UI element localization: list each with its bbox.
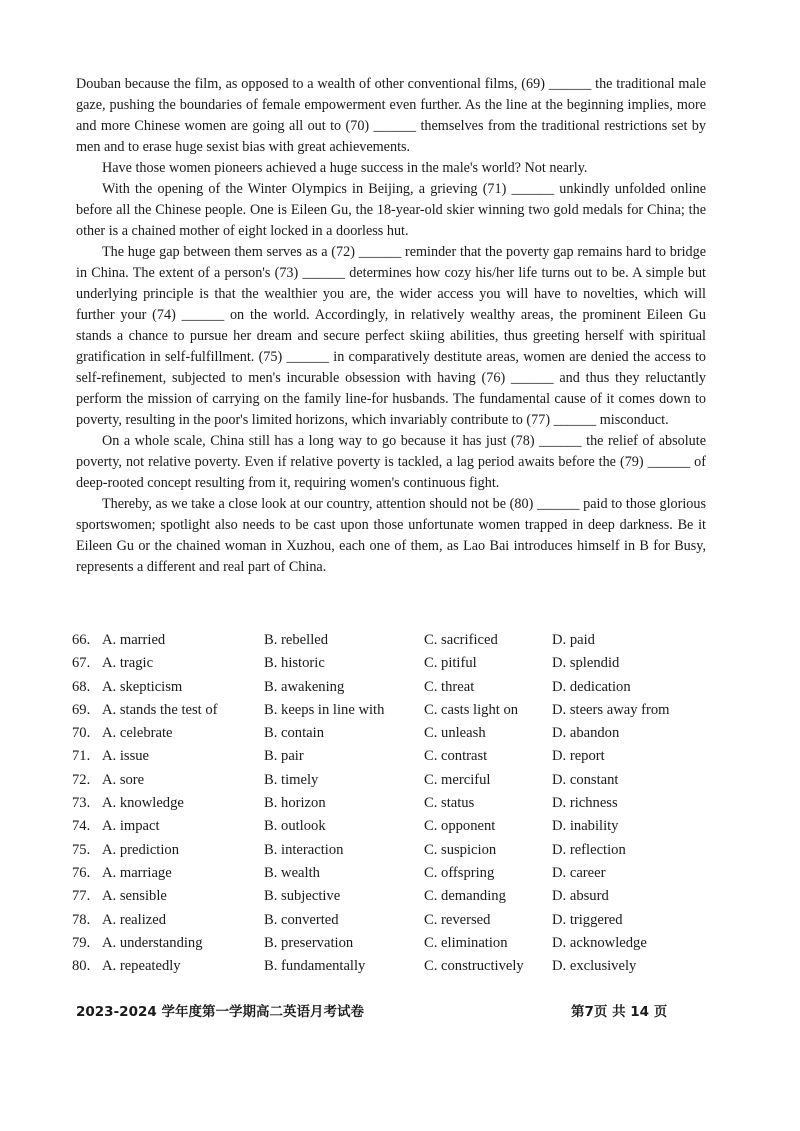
option-a: A. knowledge [102,795,184,812]
question-number: 67. [72,655,91,672]
question-number: 78. [72,911,91,928]
option-d: D. richness [552,795,618,812]
option-a: A. understanding [102,934,203,951]
option-c: C. unleash [424,725,486,742]
exam-title: 2023-2024 学年度第一学期高二英语月考试卷 [76,1004,364,1020]
question-row [72,745,712,768]
question-row [72,955,712,978]
option-a: A. married [102,632,166,648]
question-row [72,699,712,722]
passage-paragraph: Have those women pioneers achieved a huge success in the male's world? Not nearly. [102,160,588,176]
option-d: D. reflection [552,841,626,858]
page-number: 第7页 共 14 页 [571,1004,668,1020]
option-a: A. celebrate [102,725,173,742]
passage-paragraph: On a whole scale, China still has a long way to go because it has just (78) ______ the relief of absolute poverty, not relative poverty. Even if relative poverty is tackled, a lag period awaits before the (79) ______ of deep-rooted concept resulting from it, requiring women's continuous fight. [76,433,706,491]
option-d: D. splendid [552,655,620,672]
option-a: A. realized [102,911,167,928]
option-d: D. career [552,864,606,881]
option-b: B. pair [264,748,304,765]
option-a: A. sore [102,771,145,788]
question-number: 73. [72,795,91,812]
question-number: 72. [72,771,91,788]
option-b: B. outlook [264,818,326,835]
question-row [72,862,712,885]
option-d: D. dedication [552,678,631,695]
option-c: C. constructively [424,958,524,975]
option-c: C. opponent [424,818,496,835]
option-b: B. preservation [264,934,354,951]
question-number: 75. [72,841,91,858]
option-b: B. wealth [264,864,320,881]
question-row [72,815,712,838]
option-c: C. offspring [424,864,495,881]
question-number: 79. [72,934,91,951]
option-a: A. impact [102,818,160,835]
question-number: 76. [72,864,91,881]
option-d: D. acknowledge [552,934,647,951]
question-row [72,629,712,652]
option-b: B. fundamentally [264,958,366,975]
option-d: D. paid [552,632,595,648]
option-a: A. issue [102,748,150,765]
option-b: B. horizon [264,795,326,812]
question-number: 71. [72,748,91,765]
question-number: 66. [72,632,91,648]
question-row [72,932,712,955]
answer-options-list [72,629,712,978]
option-b: B. keeps in line with [264,701,385,718]
passage-paragraph: With the opening of the Winter Olympics in Beijing, a grieving (71) ______ unkindly unfolded online before all the Chinese people. One is Eileen Gu, the 18-year-old skier winning two gold medals for China; the other is a chained mother of eight locked in a doorless hut. [76,181,706,239]
option-a: A. marriage [102,864,172,881]
option-b: B. historic [264,655,325,672]
option-c: C. threat [424,678,475,695]
option-b: B. subjective [264,888,341,905]
option-a: A. skepticism [102,678,183,695]
question-number: 80. [72,958,91,975]
option-c: C. pitiful [424,655,477,672]
question-number: 77. [72,888,91,905]
option-c: C. demanding [424,888,506,905]
question-number: 70. [72,725,91,742]
passage-paragraph: Thereby, as we take a close look at our country, attention should not be (80) ______ paid to those glorious sportswomen; spotlight also needs to be cast upon those unfortunate women trapped in deep darkness. Be it Eileen Gu or the chained woman in Xuzhou, each one of them, as Lao Bai introduces himself in B for Busy, represents a different and real part of China. [76,496,706,575]
passage-paragraph: Douban because the film, as opposed to a wealth of other conventional films, (69) ______ the traditional male gaze, pushing the boundaries of female empowerment even further. As the line at the beginning implies, more and more Chinese women are going all out to (70) ______ themselves from the traditional restrictions set by men and to erase huge sexist bias with great achievements. [76,76,706,155]
option-d: D. exclusively [552,958,637,975]
option-c: C. elimination [424,934,508,951]
option-a: A. prediction [102,841,180,858]
option-b: B. contain [264,725,324,742]
question-number: 74. [72,818,91,835]
option-b: B. awakening [264,678,345,695]
question-row [72,676,712,699]
option-d: D. report [552,748,605,765]
option-b: B. converted [264,911,339,928]
option-a: A. stands the test of [102,701,218,718]
option-c: C. suspicion [424,841,497,858]
option-c: C. contrast [424,748,488,765]
option-b: B. interaction [264,841,344,858]
option-d: D. abandon [552,725,620,742]
question-row [72,722,712,745]
option-b: B. rebelled [264,632,329,648]
passage-paragraph: The huge gap between them serves as a (72) ______ reminder that the poverty gap remains hard to bridge in China. The extent of a person's (73) ______ determines how cozy his/her life turns out to be. A simple but underlying principle is that the wealthier you are, the wider access you will have to novelties, which will further your (74) ______ on the world. Accordingly, in relatively wealthy areas, the prominent Eileen Gu stands a chance to pursue her dream and secure perfect skiing abilities, thus greeting herself with spiritual gratification in self-fulfillment. (75) ______ in comparatively destitute areas, women are denied the access to self-refinement, subjected to men's incurable obsession with having (76) ______ and thus they reluctantly perform the mission of carrying on the family line-for husbands. The fundamental cause of it comes down to poverty, resulting in the poor's limited horizons, which invariably contribute to (77) ______ misconduct. [76,244,706,428]
option-d: D. absurd [552,888,609,905]
question-row [72,769,712,792]
option-c: C. reversed [424,911,491,928]
question-row [72,909,712,932]
option-a: A. repeatedly [102,958,181,975]
question-number: 69. [72,701,91,718]
option-d: D. steers away from [552,701,670,718]
question-row [72,652,712,675]
question-row [72,839,712,862]
option-a: A. sensible [102,888,167,905]
option-c: C. status [424,795,475,812]
question-row [72,792,712,815]
option-d: D. triggered [552,911,623,928]
option-b: B. timely [264,771,319,788]
option-d: D. inability [552,818,619,835]
reading-passage [76,74,706,578]
option-a: A. tragic [102,655,154,672]
option-d: D. constant [552,771,619,788]
option-c: C. casts light on [424,701,519,718]
option-c: C. sacrificed [424,632,498,648]
option-c: C. merciful [424,771,491,788]
question-number: 68. [72,678,91,695]
question-row [72,885,712,908]
